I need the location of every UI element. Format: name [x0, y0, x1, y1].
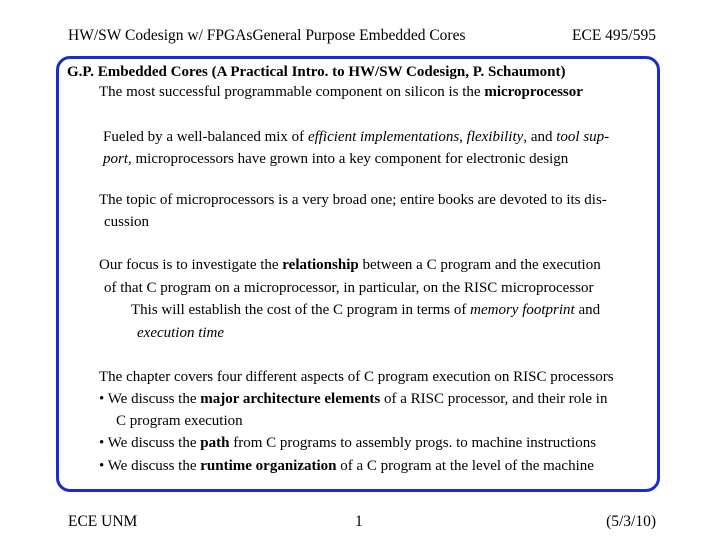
paragraph-4-line-2: of that C program on a microprocessor, in particular, on the RISC microprocessor [104, 280, 594, 296]
paragraph-4-line-1: Our focus is to investigate the relationship between a C program and the execution [99, 257, 601, 273]
bullet-2: • We discuss the path from C programs to assembly progs. to machine instructions [99, 435, 597, 451]
paragraph-1: The most successful programmable component on silicon is the microprocessor [99, 84, 583, 100]
footer-date: (5/3/10) [606, 513, 656, 530]
paragraph-3-line-1: The topic of microprocessors is a very broad one; entire books are devoted to its dis- [99, 192, 607, 208]
bullet-1-line-2: C program execution [116, 413, 243, 429]
header-title: HW/SW Codesign w/ FPGAsGeneral Purpose Embedded Cores [68, 27, 466, 44]
paragraph-2-line-2: port, microprocessors have grown into a key component for electronic design [103, 151, 569, 167]
paragraph-4-line-4: execution time [137, 325, 225, 341]
page-number: 1 [355, 513, 363, 530]
paragraph-5-intro: The chapter covers four different aspects of C program execution on RISC processors [99, 369, 614, 385]
slide-title: G.P. Embedded Cores (A Practical Intro. to HW/SW Codesign, P. Schaumont) [67, 64, 566, 80]
bullet-3: • We discuss the runtime organization of a C program at the level of the machine [99, 458, 594, 474]
footer-left: ECE UNM [68, 513, 138, 530]
paragraph-2-line-1: Fueled by a well-balanced mix of efficient implementations, flexibility, and tool sup- [103, 129, 610, 145]
bullet-1-line-1: • We discuss the major architecture elements of a RISC processor, and their role in [99, 391, 608, 407]
header-course: ECE 495/595 [572, 27, 656, 44]
paragraph-3-line-2: cussion [104, 214, 149, 230]
paragraph-4-line-3: This will establish the cost of the C program in terms of memory footprint and [131, 302, 601, 318]
